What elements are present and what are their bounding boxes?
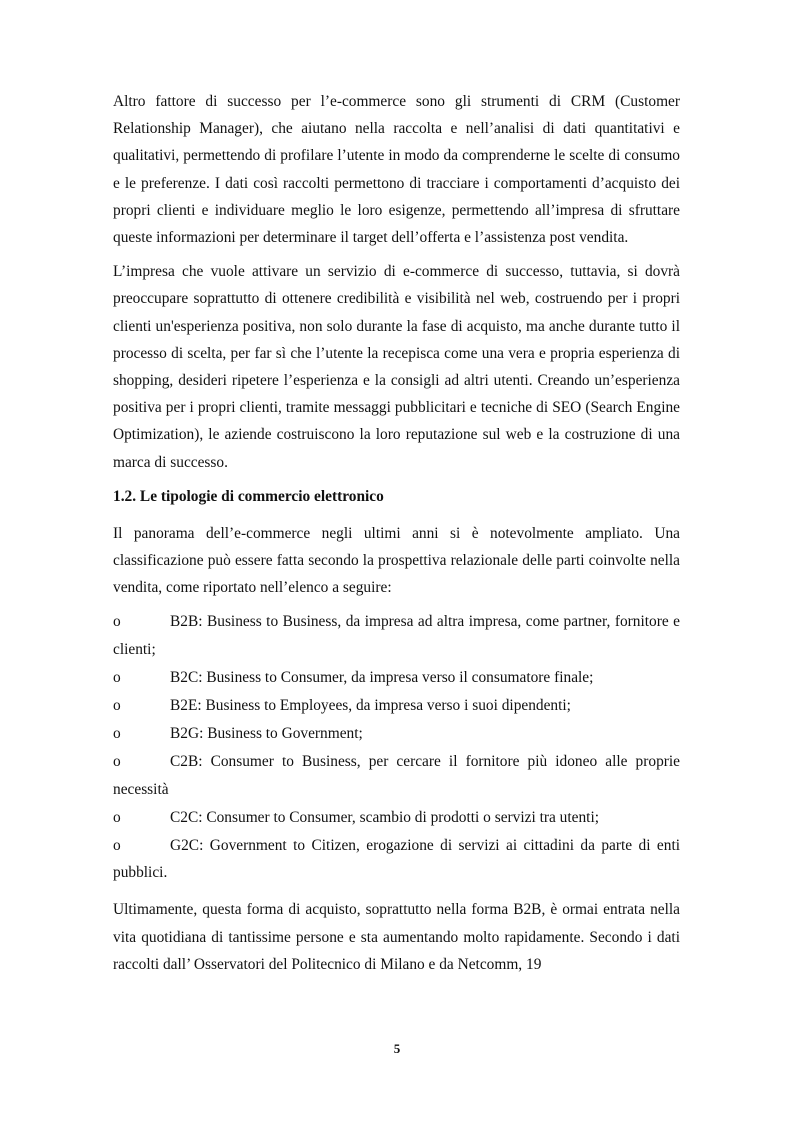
ecommerce-types-list: [113, 608, 680, 886]
list-item-text: C2C: Consumer to Consumer, scambio di prodotti o servizi tra utenti;: [170, 808, 599, 826]
list-item-text: C2B: Consumer to Business, per cercare il fornitore più idoneo alle proprie necessità: [113, 753, 680, 798]
list-item: [113, 608, 680, 662]
list-item: [113, 720, 680, 747]
bullet-icon: o: [113, 837, 121, 855]
bullet-icon: o: [113, 808, 121, 826]
list-item-text: B2C: Business to Consumer, da impresa verso il consumatore finale;: [170, 668, 594, 686]
list-item-text: G2C: Government to Citizen, erogazione di servizi ai cittadini da parte di enti pubblici.: [113, 837, 680, 882]
bullet-icon: o: [113, 697, 121, 715]
document-page: [113, 88, 680, 985]
list-item: [113, 692, 680, 719]
paragraph-credibility: L’impresa che vuole attivare un servizio di e-commerce di successo, tuttavia, si dovrà preoccupare soprattutto di ottenere credibilità e visibilità nel web, costruendo per i propri clienti un'esperienza positiva, non solo durante la fase di acquisto, ma anche durante tutto il processo di scelta, per far sì che l’utente la recepisca come una vera e propria esperienza di shopping, desideri ripetere l’esperienza e la consigli ad altri utenti. Creando un’esperienza positiva per i propri clienti, tramite messaggi pubblicitari e tecniche di SEO (Search Engine Optimization), le aziende costruiscono la loro reputazione sul web e la costruzione di una marca di successo.: [113, 263, 680, 471]
page-number: 5: [393, 1041, 401, 1056]
list-item: [113, 748, 680, 802]
bullet-icon: o: [113, 668, 121, 686]
section-heading: 1.2. Le tipologie di commercio elettronico: [113, 487, 384, 505]
bullet-icon: o: [113, 613, 121, 631]
paragraph-b2b-growth: Ultimamente, questa forma di acquisto, soprattutto nella forma B2B, è ormai entrata nella vita quotidiana di tantissime persone e sta aumentando molto rapidamente. Secondo i dati raccolti dall’ Osservatori del Politecnico di Milano e da Netcomm, 19: [113, 901, 680, 973]
list-item-text: B2E: Business to Employees, da impresa verso i suoi dipendenti;: [170, 697, 571, 715]
paragraph-classification: Il panorama dell’e-commerce negli ultimi anni si è notevolmente ampliato. Una classificazione può essere fatta secondo la prospettiva relazionale delle parti coinvolte nella vendita, come riportato nell’elenco a seguire:: [113, 524, 680, 597]
list-item-text: B2B: Business to Business, da impresa ad altra impresa, come partner, fornitore e clienti;: [113, 613, 680, 658]
list-item: [113, 804, 680, 831]
paragraph-crm: Altro fattore di successo per l’e-commerce sono gli strumenti di CRM (Customer Relationship Manager), che aiutano nella raccolta e nell’analisi di dati quantitativi e qualitativi, permettendo di profilare l’utente in modo da comprenderne le scelte di consumo e le preferenze. I dati così raccolti permettono di tracciare i comportamenti d’acquisto dei propri clienti e individuare meglio le loro esigenze, permettendo all’impresa di sfruttare queste informazioni per determinare il target dell’offerta e l’assistenza post vendita.: [113, 93, 680, 247]
list-item: [113, 832, 680, 886]
bullet-icon: o: [113, 725, 121, 743]
list-item-text: B2G: Business to Government;: [170, 725, 363, 743]
bullet-icon: o: [113, 753, 121, 771]
list-item: [113, 664, 680, 691]
